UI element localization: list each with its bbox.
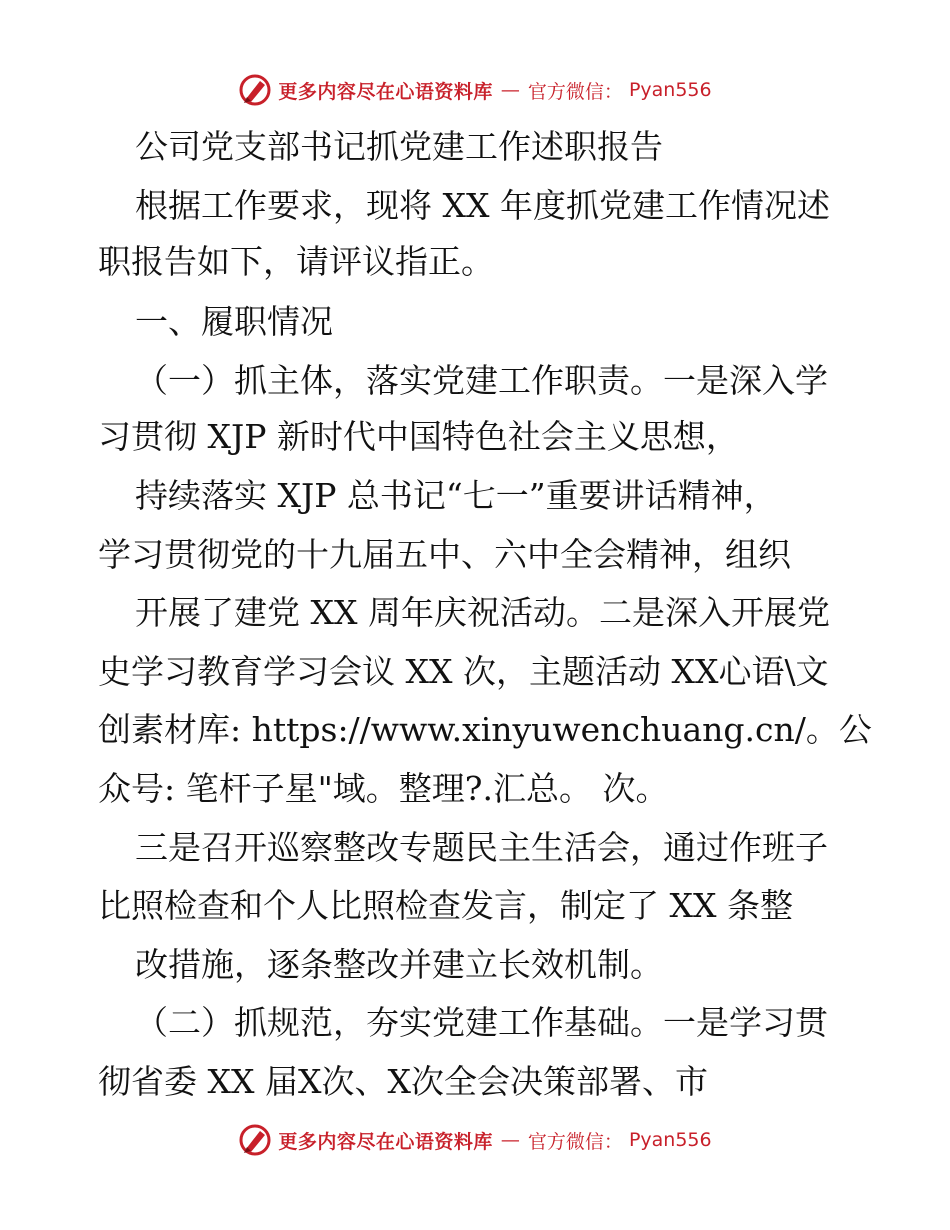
banner-title: 更多内容尽在心语资料库 bbox=[278, 80, 493, 103]
banner-wechat-id: Pyan556 bbox=[628, 1129, 712, 1151]
banner-dash: — bbox=[500, 1129, 520, 1151]
banner-title: 更多内容尽在心语资料库 bbox=[278, 1130, 493, 1153]
pen-logo-icon bbox=[238, 1123, 272, 1157]
header-banner bbox=[0, 70, 950, 110]
banner-wechat-label: 官方微信： bbox=[527, 80, 623, 103]
banner-wechat-label: 官方微信： bbox=[527, 1130, 623, 1153]
banner-dash: — bbox=[500, 79, 520, 101]
banner-wechat-id: Pyan556 bbox=[628, 79, 712, 101]
pen-logo-icon bbox=[238, 73, 272, 107]
footer-banner bbox=[0, 1120, 950, 1160]
